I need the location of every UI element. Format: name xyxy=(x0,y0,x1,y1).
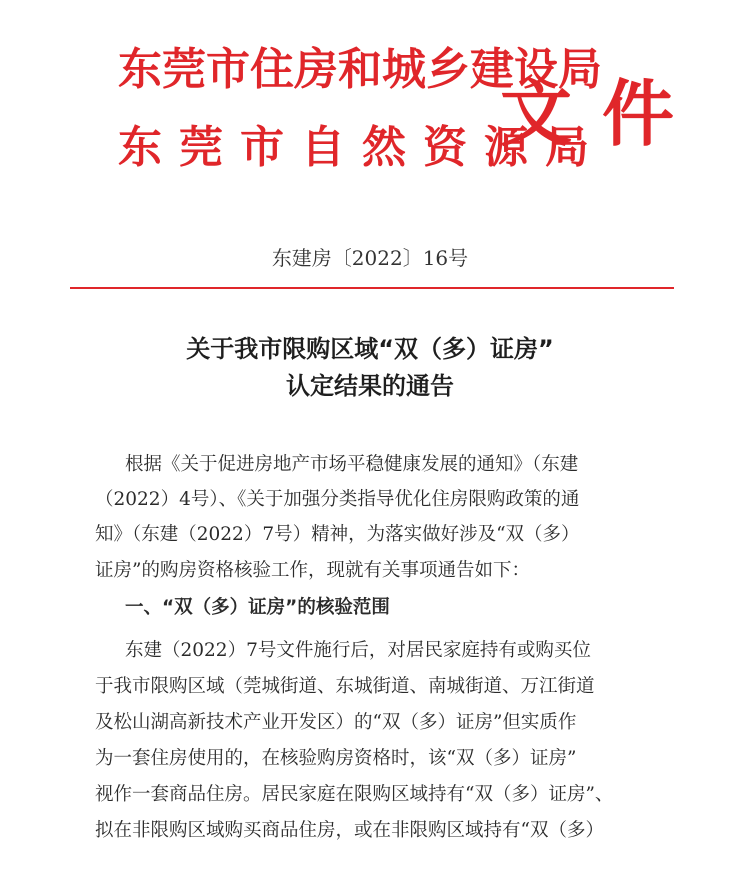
body-text-line: 拟在非限购区域购买商品住房，或在非限购区域持有“双（多） xyxy=(95,820,604,841)
body-text-line: 根据《关于促进房地产市场平稳健康发展的通知》（东建 xyxy=(125,454,579,475)
body-text-line: 东建（2022）7号文件施行后，对居民家庭持有或购买位 xyxy=(125,640,591,661)
body-text-line: 证房”的购房资格核验工作，现就有关事项通告如下： xyxy=(95,560,530,581)
red-divider xyxy=(70,287,674,289)
issuing-agency-natural-resources: 东莞市自然资源局 xyxy=(118,122,606,173)
body-text-line: （2022）4号）、《关于加强分类指导优化住房限购政策的通 xyxy=(95,489,580,510)
body-text-line: 知》（东建（2022）7号）精神，为落实做好涉及“双（多） xyxy=(95,524,580,545)
issuing-agency-housing: 东莞市住房和城乡建设局 xyxy=(118,44,602,95)
document-label: 文件 xyxy=(500,71,705,156)
body-text-line: 为一套住房使用的，在核验购房资格时，该“双（多）证房” xyxy=(95,748,577,769)
section-heading: 一、“双（多）证房”的核验范围 xyxy=(125,597,390,618)
body-text-line: 及松山湖高新技术产业开发区）的“双（多）证房”但实质作 xyxy=(95,712,577,733)
notice-title-line-2: 认定结果的通告 xyxy=(286,372,454,400)
body-text-line: 于我市限购区域（莞城街道、东城街道、南城街道、万江街道 xyxy=(95,676,595,697)
body-text-line: 视作一套商品住房。居民家庭在限购区域持有“双（多）证房”、 xyxy=(95,784,614,805)
notice-title-line-1: 关于我市限购区域“双（多）证房” xyxy=(186,335,554,363)
document-number: 东建房〔2022〕16号 xyxy=(271,246,469,270)
